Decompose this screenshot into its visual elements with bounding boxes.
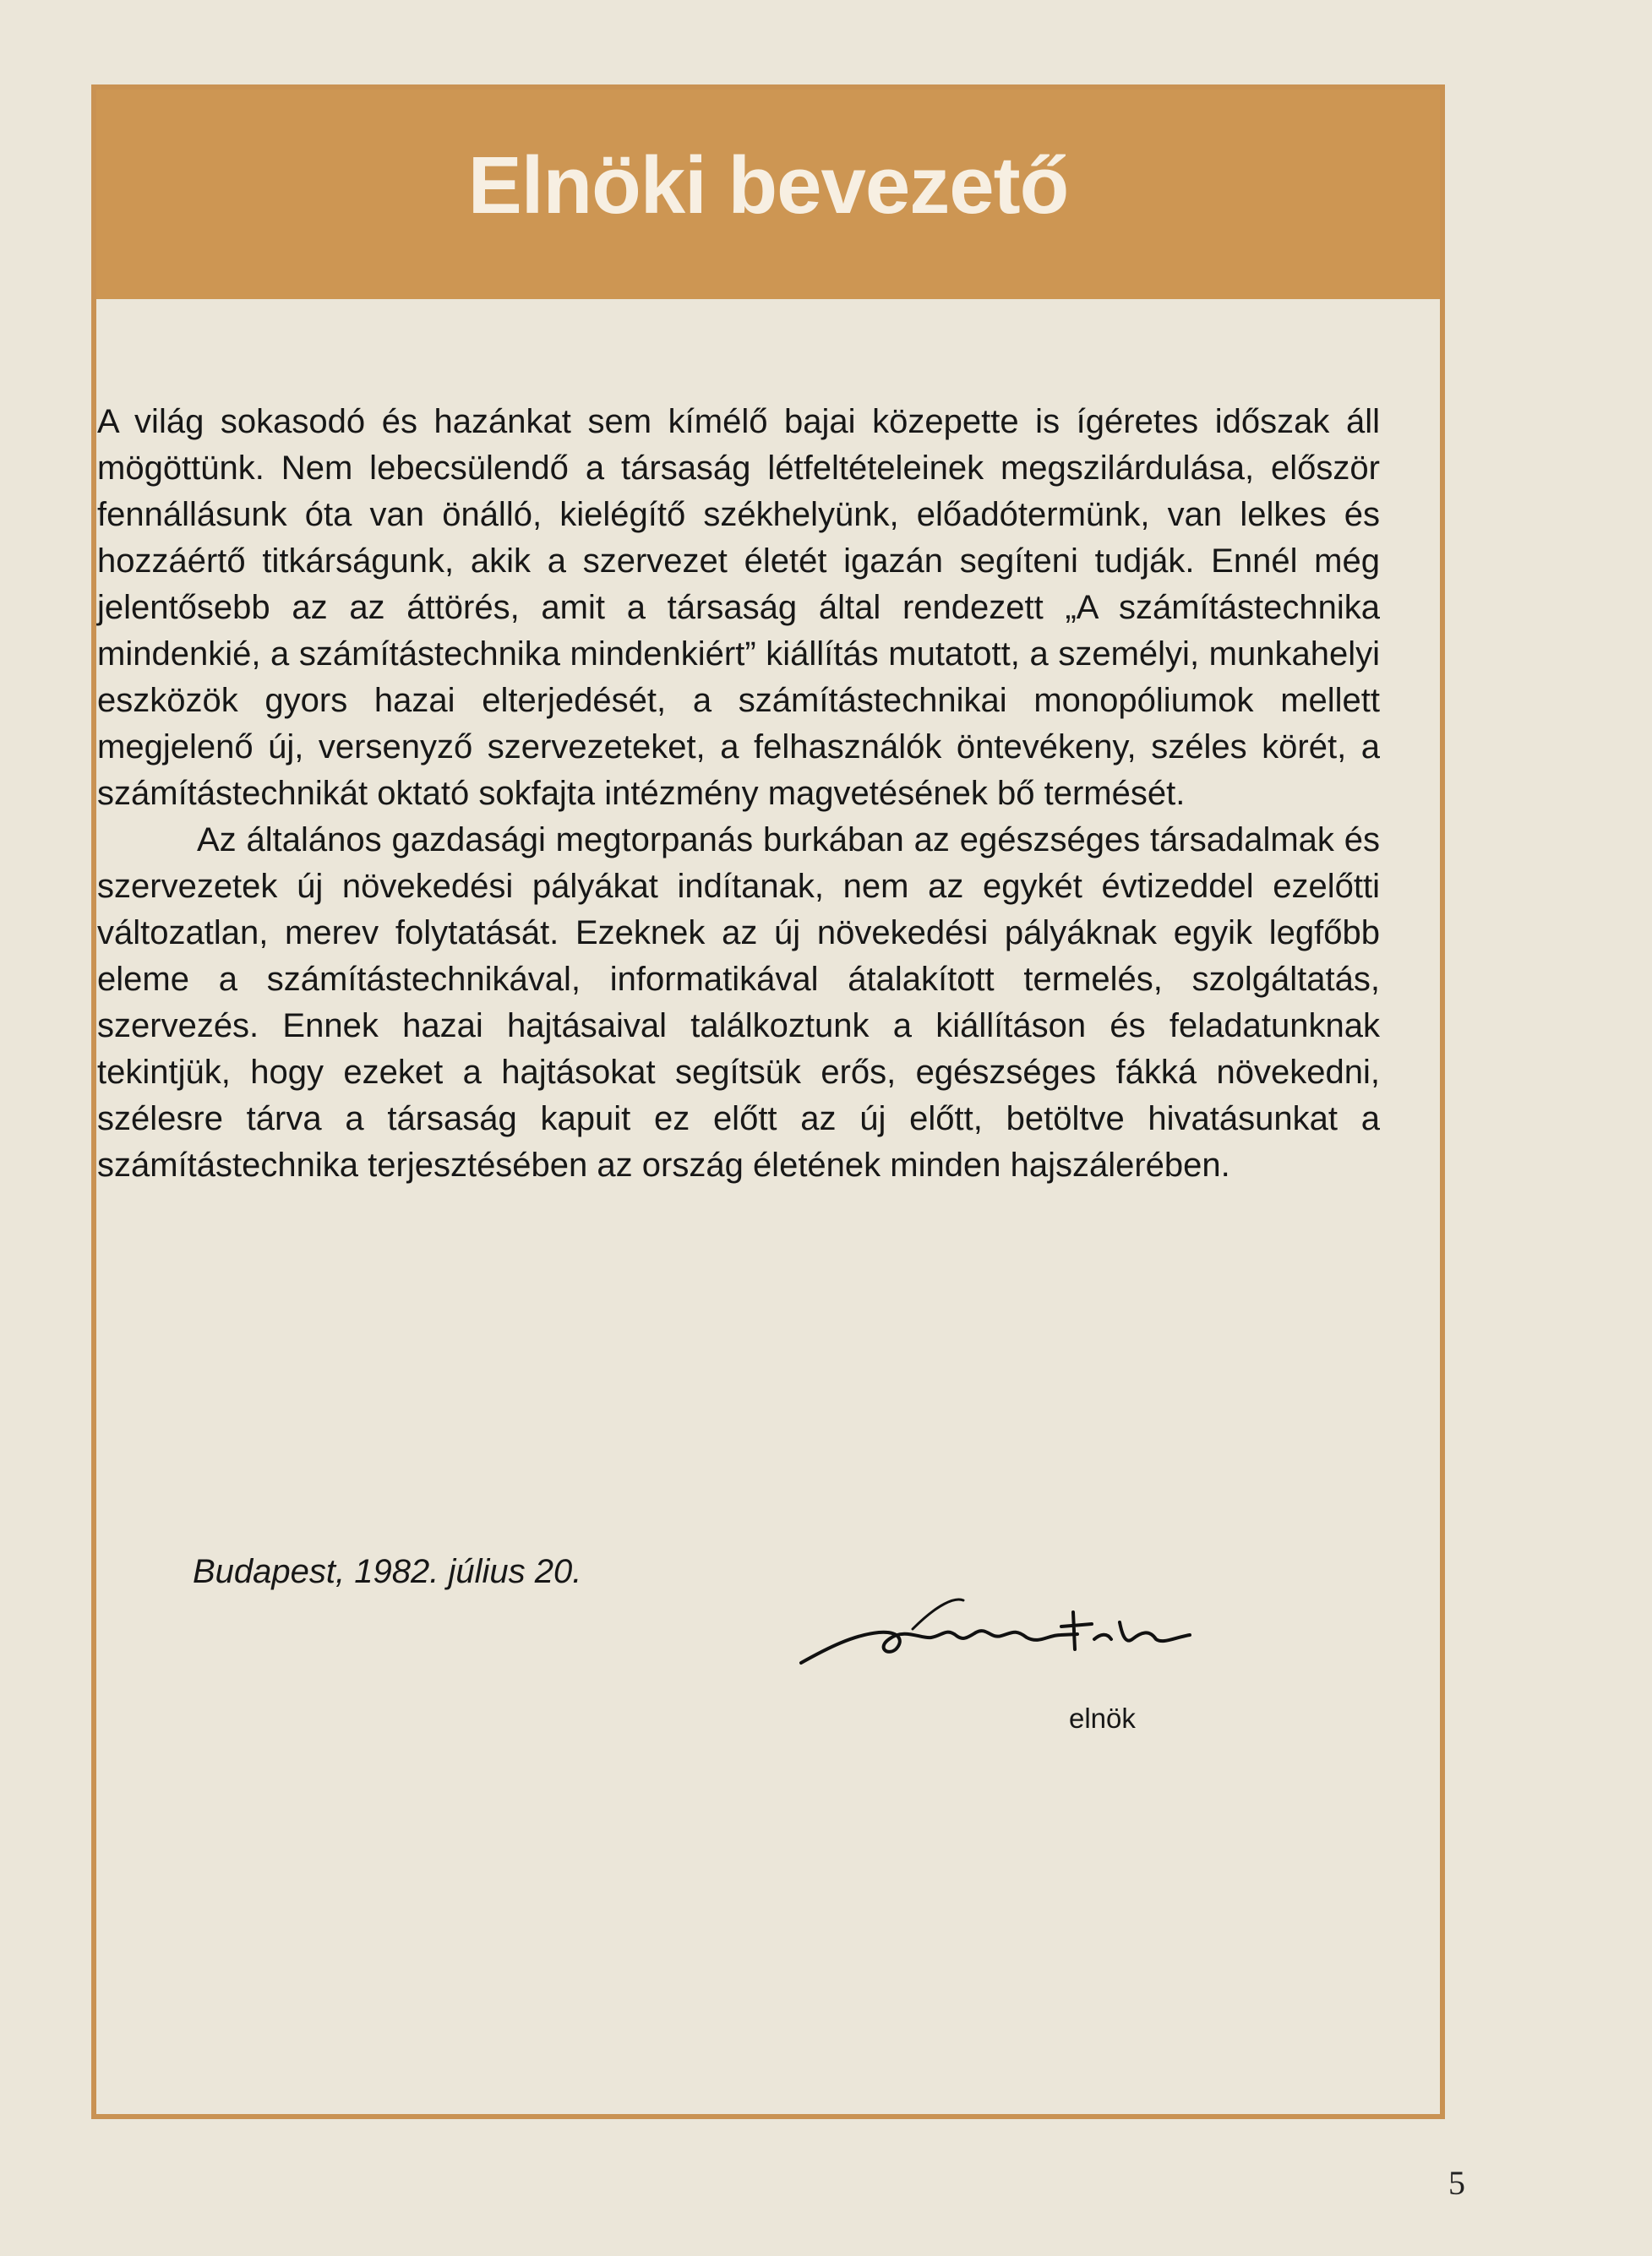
place-date: Budapest, 1982. július 20.	[193, 1553, 582, 1590]
page-number: 5	[1448, 2164, 1465, 2202]
title-banner	[96, 90, 1440, 299]
paragraph-1: A világ sokasodó és hazánkat sem kímélő bajai közepette is ígéretes időszak áll mögöttünk. Nem lebecsülendő a társaság létfeltételeinek megszilárdulása, először fennállásunk óta van önálló, kielégítő székhelyünk, előadótermünk, van lelkes és hozzáértő titkárságunk, akik a szervezet életét igazán segíteni tudják. Ennél még jelentősebb az az áttörés, amit a társaság által rendezett „A számítástechnika mindenkié, a számítástechnika mindenkiért” kiállítás mutatott, a személyi, munkahelyi eszközök gyors hazai elterjedését, a számítástechnikai monopóliumok mellett megjelenő új, versenyző szervezeteket, a felhasználók öntevékeny, széles körét, a számítástechnikát oktató sokfajta intézmény magvetésének bő termését.	[97, 403, 1380, 812]
signature-icon	[794, 1588, 1268, 1690]
paragraph-2: Az általános gazdasági megtorpanás burkában az egészséges társadalmak és szervezetek új növekedési pályákat indítanak, nem az egykét évtizeddel ezelőtti változatlan, merev folytatását. Ezeknek az új növekedési pályáknak egyik legfőbb eleme a számítástechnikával, informatikával átalakított termelés, szolgáltatás, szervezés. Ennek hazai hajtásaival találkoztunk a kiállításon és feladatunknak tekintjük, hogy ezeket a hajtásokat segítsük erős, egészséges fákká növekedni, szélesre tárva a társaság kapuit ez előtt az új előtt, betöltve hivatásunkat a számítástechnika terjesztésében az ország életének minden hajszálerében.	[97, 821, 1380, 1184]
signatory-role: elnök	[1069, 1703, 1136, 1734]
body-text	[97, 399, 1380, 1189]
page-title: Elnöki bevezető	[467, 140, 1069, 231]
